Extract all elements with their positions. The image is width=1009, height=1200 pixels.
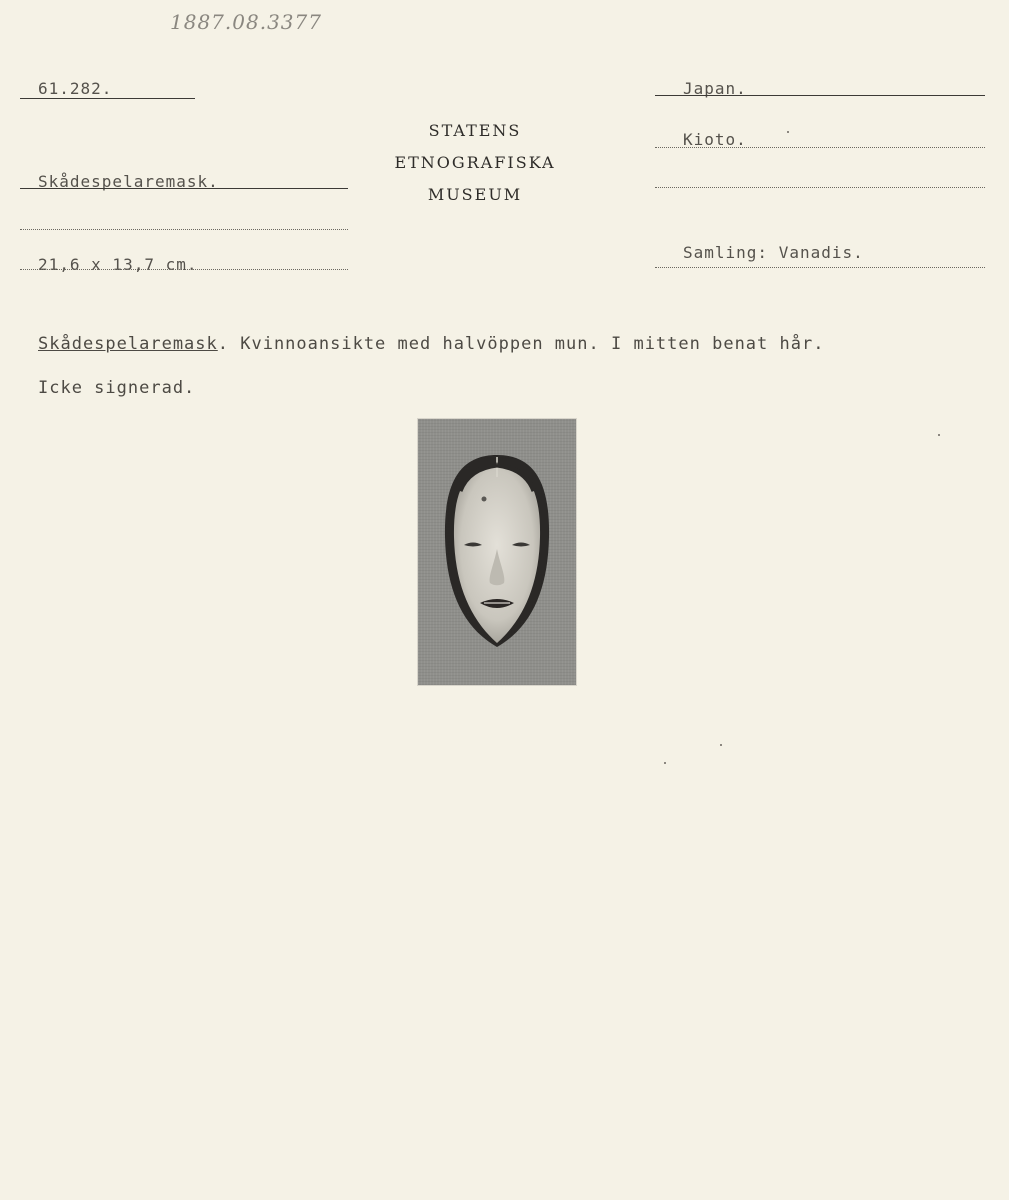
- country-rule: [655, 95, 985, 96]
- noh-mask-photo: [418, 419, 576, 685]
- collection: Samling: Vanadis.: [683, 243, 864, 262]
- collection-rule: [655, 267, 985, 268]
- handwritten-inventory-number: 1887.08.3377: [170, 10, 322, 34]
- museum-header: [395, 115, 715, 211]
- paper-speck: [787, 131, 789, 133]
- description-text: . Kvinnoansikte med halvöppen mun. I mitten benat hår.: [217, 334, 825, 354]
- description-line-2: Icke signerad.: [38, 378, 196, 398]
- catalog-number: 61.282.: [38, 79, 113, 98]
- place: Kioto.: [683, 130, 747, 149]
- noh-mask-icon: [418, 419, 576, 685]
- paper-speck: [938, 434, 940, 436]
- catalog-number-rule: [20, 98, 195, 99]
- place-rule: [655, 147, 985, 148]
- description-term: Skådespelaremask: [38, 334, 218, 354]
- paper-speck: [720, 744, 722, 746]
- dimensions-rule: [20, 269, 348, 270]
- description-line-1: [38, 334, 824, 354]
- museum-line-museum: MUSEUM: [427, 185, 523, 204]
- object-name: Skådespelaremask.: [38, 172, 219, 191]
- museum-line-etnografiska: ETNOGRAFISKA: [394, 153, 556, 172]
- museum-line-statens: STATENS: [428, 121, 522, 140]
- object-name-rule: [20, 188, 348, 189]
- country: Japan.: [683, 79, 747, 98]
- paper-speck: [664, 762, 666, 764]
- blank-right-rule: [655, 187, 985, 188]
- blank-field-rule: [20, 229, 348, 230]
- dimensions: 21,6 x 13,7 cm.: [38, 255, 198, 274]
